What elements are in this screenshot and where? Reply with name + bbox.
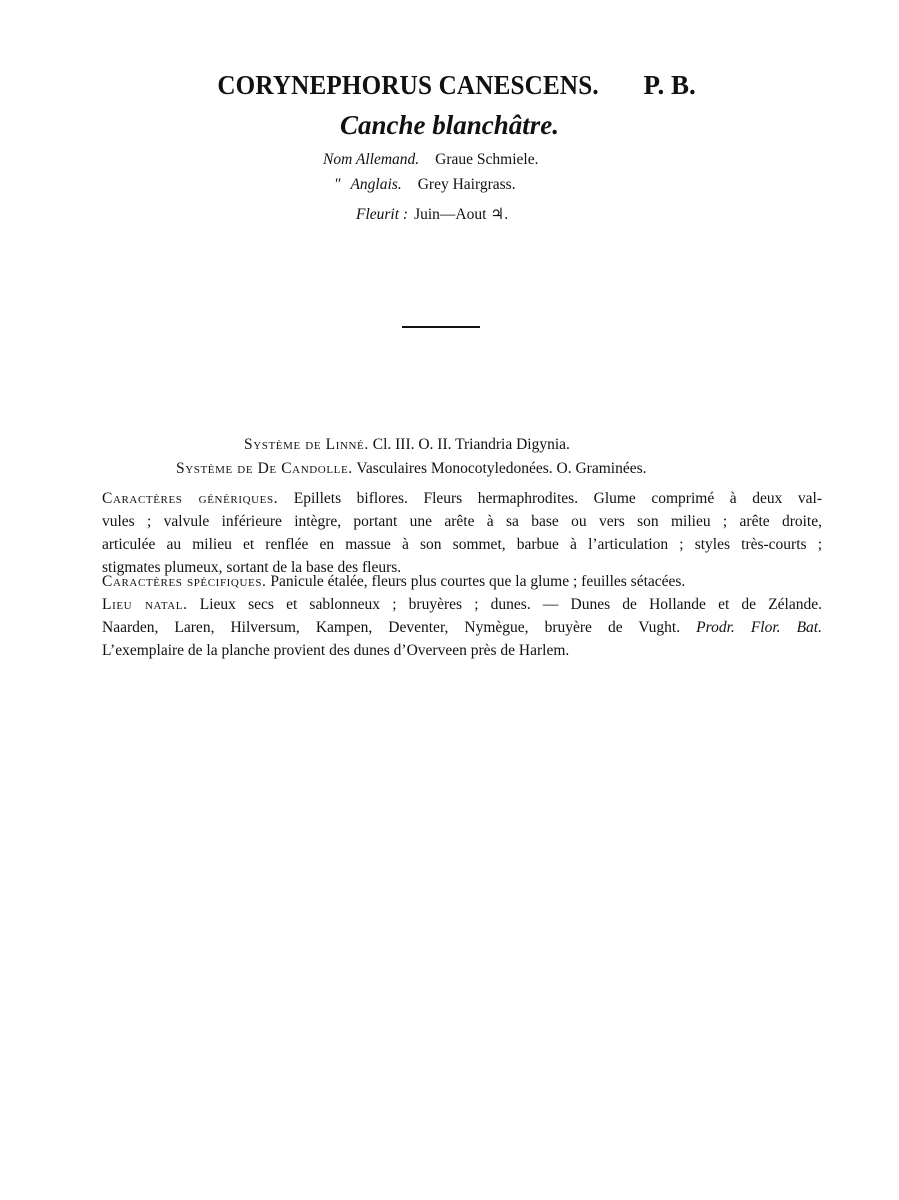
generic-line-2: vules ; valvule inférieure intègre, portant une arête à sa base ou vers son milieu ; arête droite,: [102, 513, 822, 530]
linnaean-system-line: [244, 436, 570, 454]
candolle-system-label: Système de De Candolle.: [176, 460, 353, 477]
specific-text: Panicule étalée, fleurs plus courtes que la glume ; feuilles sétacées.: [270, 573, 686, 590]
generic-line-4: stigmates plumeux, sortant de la base des fleurs.: [102, 559, 402, 576]
linnaean-system-label: Système de Linné.: [244, 436, 369, 453]
section-divider: [402, 326, 480, 328]
german-name-value: Graue Schmiele.: [435, 151, 539, 168]
habitat-line-2: [102, 616, 822, 639]
specific-line: [102, 570, 822, 593]
habitat-paragraph: [102, 593, 822, 662]
species-title: CORYNEPHORUS CANESCENS.: [217, 70, 600, 100]
english-name-label: Anglais.: [350, 176, 402, 193]
candolle-system-line: [176, 460, 647, 478]
ditto-mark: ″: [334, 176, 341, 193]
habitat-line-3: L’exemplaire de la planche provient des dunes d’Overveen près de Harlem.: [102, 642, 570, 659]
habitat-text-1: Lieux secs et sablonneux ; bruyères ; dunes. — Dunes de Hollande et de Zélande.: [199, 596, 822, 613]
generic-text-1: Epillets biflores. Fleurs hermaphrodites. Glume comprimé à deux val-: [293, 490, 823, 507]
generic-characters-label: Caractères génériques.: [102, 490, 279, 507]
generic-characters-paragraph: [102, 487, 822, 579]
species-title-line: [0, 70, 899, 101]
candolle-system-value: Vasculaires Monocotyledonées. O. Graminées.: [356, 460, 647, 477]
habitat-text-2: Naarden, Laren, Hilversum, Kampen, Deventer, Nymègue, bruyère de Vught.: [102, 619, 681, 636]
species-authority: P. B.: [643, 70, 696, 100]
german-name-label: Nom Allemand.: [323, 151, 420, 168]
flowering-value: Juin—Aout ♃.: [414, 206, 509, 223]
common-name-french: Canche blanchâtre.: [339, 110, 560, 140]
generic-line-1: [102, 487, 822, 510]
specific-characters-label: Caractères spécifiques.: [102, 573, 267, 590]
habitat-label: Lieu natal.: [102, 596, 188, 613]
habitat-reference: Prodr. Flor. Bat.: [696, 619, 822, 636]
flowering-label: Fleurit :: [356, 206, 409, 223]
specific-characters-paragraph: [102, 570, 822, 593]
flowering-row: [356, 205, 508, 224]
english-name-row: [334, 176, 516, 194]
german-name-row: [323, 151, 538, 169]
habitat-line-1: [102, 593, 822, 616]
english-name-value: Grey Hairgrass.: [417, 176, 516, 193]
generic-line-3: articulée au milieu et renflée en massue à son sommet, barbue à l’articulation ; styles très-courts ;: [102, 536, 822, 553]
linnaean-system-value: Cl. III. O. II. Triandria Digynia.: [372, 436, 570, 453]
